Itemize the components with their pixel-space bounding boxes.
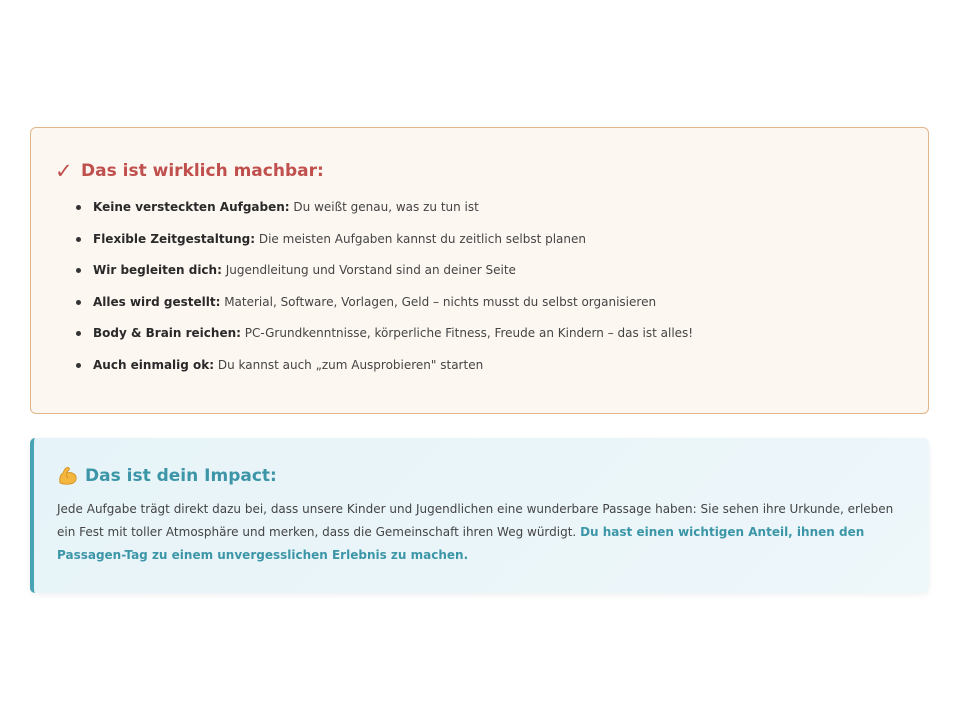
- impact-emphasis-text: Du hast einen wichtigen Anteil, ihnen den Passagen-Tag zu einem unvergesslichen Erlebnis zu machen.: [57, 525, 865, 562]
- list-item: [75, 198, 904, 230]
- list-item-text: Du kannst auch „zum Ausprobieren" starten: [214, 357, 484, 372]
- list-item-term: Body & Brain reichen:: [93, 326, 241, 340]
- list-item-term: Alles wird gestellt:: [93, 294, 221, 309]
- list-item-text: PC-Grundkenntnisse, körperliche Fitness, Freude an Kindern – das ist alles!: [240, 326, 694, 340]
- doable-heading-text: Das ist wirklich machbar:: [81, 161, 324, 181]
- flexed-biceps-icon: [57, 466, 85, 486]
- doable-heading: [55, 156, 904, 186]
- impact-body-text: Jede Aufgabe trägt direkt dazu bei, dass unsere Kinder und Jugendlichen eine wunderbare Passage haben: Sie sehen ihre Urkunde, erleben ein Fest mit toller Atmosphäre und merken, dass die Gemeinschaft ihren Weg würdigt.: [57, 502, 894, 539]
- impact-heading-text: Das ist dein Impact:: [85, 466, 277, 486]
- feature-list: [55, 198, 904, 387]
- impact-info-box: [30, 438, 929, 593]
- list-item-text: Jugendleitung und Vorstand sind an deiner Seite: [221, 263, 516, 277]
- doable-info-box: [30, 127, 929, 414]
- checkmark-icon: ✓: [55, 158, 73, 183]
- list-item-text: Die meisten Aufgaben kannst du zeitlich selbst planen: [255, 231, 587, 246]
- list-item-term: Keine versteckten Aufgaben:: [93, 200, 290, 214]
- list-item: [75, 261, 904, 293]
- list-item-term: Flexible Zeitgestaltung:: [93, 231, 256, 246]
- list-item-term: Auch einmalig ok:: [93, 357, 215, 372]
- list-item-text: Du weißt genau, was zu tun ist: [289, 200, 479, 214]
- list-item: [75, 293, 904, 325]
- list-item: [75, 230, 904, 262]
- impact-paragraph: [57, 498, 903, 567]
- impact-heading: [57, 462, 903, 490]
- list-item: [75, 324, 904, 356]
- list-item: [75, 356, 904, 388]
- list-item-text: Material, Software, Vorlagen, Geld – nichts musst du selbst organisieren: [220, 294, 657, 309]
- list-item-term: Wir begleiten dich:: [93, 263, 222, 277]
